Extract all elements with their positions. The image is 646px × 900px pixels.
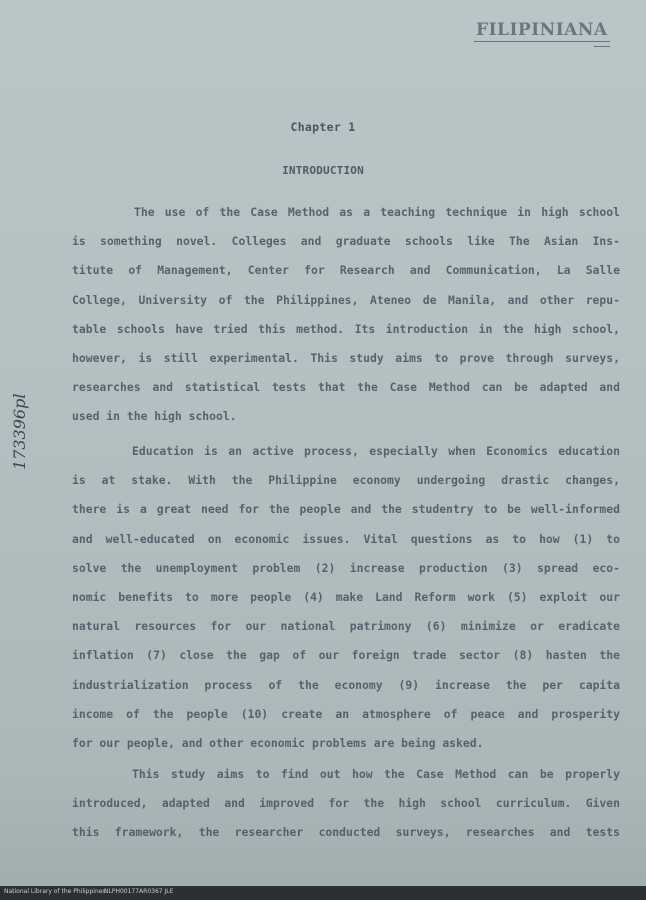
paragraph-line: researches and statistical tests that the Case Method can be adapted and <box>72 380 620 395</box>
paragraph-line: is at stake. With the Philippine economy undergoing drastic changes, <box>72 473 620 488</box>
paragraph-line: College, University of the Philippines, Ateneo de Manila, and other repu- <box>72 292 620 307</box>
paragraph-first-line: This study aims to find out how the Case Method can be properly <box>132 767 620 781</box>
paragraph-line: titute of Management, Center for Research and Communication, La Salle <box>72 263 620 278</box>
paragraph-line: nomic benefits to more people (4) make Land Reform work (5) exploit our <box>72 590 620 604</box>
paragraph-line: is something novel. Colleges and graduate schools like The Asian Ins- <box>72 234 620 249</box>
scan-footer <box>0 886 646 900</box>
paragraph-line: this framework, the researcher conducted surveys, researches and tests <box>72 825 620 840</box>
paragraph-line: used in the high school. <box>72 409 237 424</box>
paragraph-line: industrialization process of the economy (9) increase the per capita <box>72 677 620 692</box>
stamp-number <box>594 38 610 47</box>
paragraph-line: introduced, adapted and improved for the high school curriculum. Given <box>72 796 620 811</box>
footer-right: NLPH00177AR0367 JLE <box>104 888 174 895</box>
footer-left: National Library of the Philippines <box>4 888 106 895</box>
paragraph-first-line: Education is an active process, especially when Economics education <box>132 444 620 458</box>
section-heading: INTRODUCTION <box>282 164 364 177</box>
paragraph-first-line: The use of the Case Method as a teaching technique in high school <box>134 205 620 219</box>
paragraph-line: there is a great need for the people and the studentry to be well-informed <box>72 502 620 517</box>
paragraph-line: natural resources for our national patrimony (6) minimize or eradicate <box>72 619 620 634</box>
filipiniana-stamp: FILIPINIANA <box>476 20 608 40</box>
paragraph-line: income of the people (10) create an atmosphere of peace and prosperity <box>72 706 620 721</box>
paragraph-line: however, is still experimental. This study aims to prove through surveys, <box>72 351 620 365</box>
handwritten-note: 173396pl <box>10 393 29 470</box>
paragraph-line: inflation (7) close the gap of our foreign trade sector (8) hasten the <box>72 648 620 663</box>
paragraph-line: solve the unemployment problem (2) increase production (3) spread eco- <box>72 560 620 575</box>
paragraph-line: for our people, and other economic problems are being asked. <box>72 736 484 750</box>
paragraph-line: table schools have tried this method. Its introduction in the high school, <box>72 321 620 336</box>
chapter-title: Chapter 1 <box>290 120 356 134</box>
paragraph-line: and well-educated on economic issues. Vital questions as to how (1) to <box>72 531 620 546</box>
